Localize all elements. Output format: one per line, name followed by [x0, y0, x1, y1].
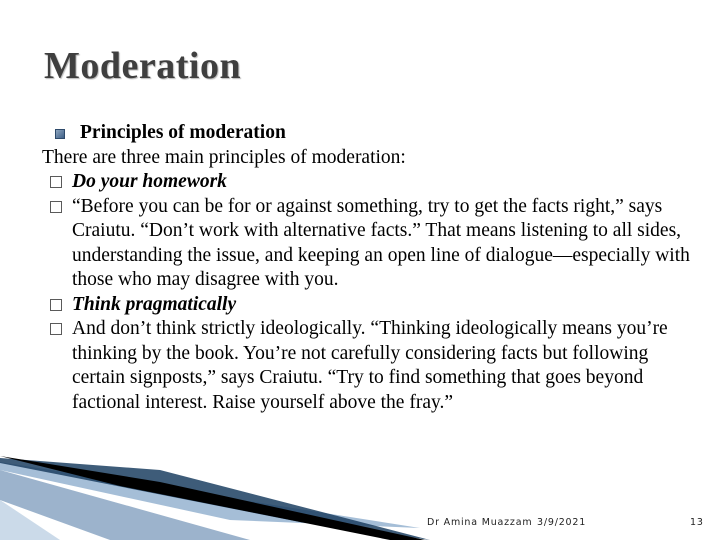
footer-page-number: 13	[690, 517, 704, 528]
list-item	[42, 195, 692, 293]
principles-heading	[42, 121, 692, 146]
slide-title: Moderation	[44, 45, 242, 87]
square-bullet-icon	[55, 129, 65, 139]
footer-author: Dr Amina Muazzam	[427, 517, 533, 528]
item-text: “Before you can be for or against something, try to get the facts right,” says Craiutu. “Don’t work with alternative facts.” That means listening to all sides, understanding the issue, and keeping an open line of dialogue—especially with those who may disagree with you.	[72, 195, 690, 290]
intro-text: There are three main principles of moderation:	[42, 146, 406, 168]
item-heading: Do your homework	[72, 171, 227, 192]
checkbox-bullet-icon	[50, 323, 62, 335]
slide-body	[42, 121, 692, 415]
heading-text: Principles of moderation	[80, 122, 286, 143]
checkbox-bullet-icon	[50, 299, 62, 311]
item-text: And don’t think strictly ideologically. “Thinking ideologically means you’re thinking by the book. You’re not carefully considering facts but following certain signposts,” says Craiutu. “Try to find something that goes beyond factional interest. Raise yourself above the fray.”	[72, 318, 668, 413]
checkbox-bullet-icon	[50, 201, 62, 213]
list-item	[42, 317, 692, 415]
footer-date: 3/9/2021	[537, 517, 587, 528]
list-item	[42, 170, 692, 195]
item-heading: Think pragmatically	[72, 293, 237, 315]
list-item	[42, 293, 692, 318]
checkbox-bullet-icon	[50, 176, 62, 188]
